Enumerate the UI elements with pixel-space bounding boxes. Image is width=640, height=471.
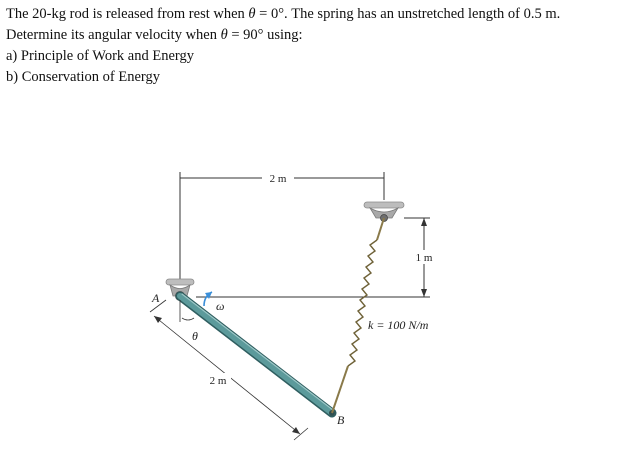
problem-line-1-start: The 20-kg rod is released from rest when: [6, 6, 249, 22]
theta-symbol: θ: [248, 6, 256, 22]
theta-label: θ: [192, 329, 198, 343]
top-distance-label: 2 m: [269, 173, 287, 185]
vertical-distance-label: 1 m: [415, 252, 433, 264]
rod: [180, 294, 333, 413]
problem-line-1-end: = 0°. The spring has an unstretched length of 0.5 m.: [255, 6, 561, 22]
vertical-dimension: [412, 218, 436, 297]
theta-arc: [182, 318, 194, 320]
omega-arrow: [204, 292, 212, 306]
rod-length-label: 2 m: [209, 375, 227, 387]
point-b-label: B: [337, 413, 345, 427]
problem-line-2-end: = 90° using:: [227, 27, 303, 43]
spring: [332, 218, 384, 413]
part-a: a) Principle of Work and Energy: [6, 48, 194, 64]
problem-line-2-start: Determine its angular velocity when: [6, 27, 221, 43]
omega-label: ω: [216, 299, 225, 313]
spring-constant-label: k = 100 N/m: [368, 318, 429, 332]
rod-length-dimension: [150, 300, 308, 440]
point-a-label: A: [152, 291, 160, 305]
theta-symbol: θ: [220, 27, 228, 43]
top-dimension: [180, 172, 384, 185]
part-b: b) Conservation of Energy: [6, 69, 160, 85]
